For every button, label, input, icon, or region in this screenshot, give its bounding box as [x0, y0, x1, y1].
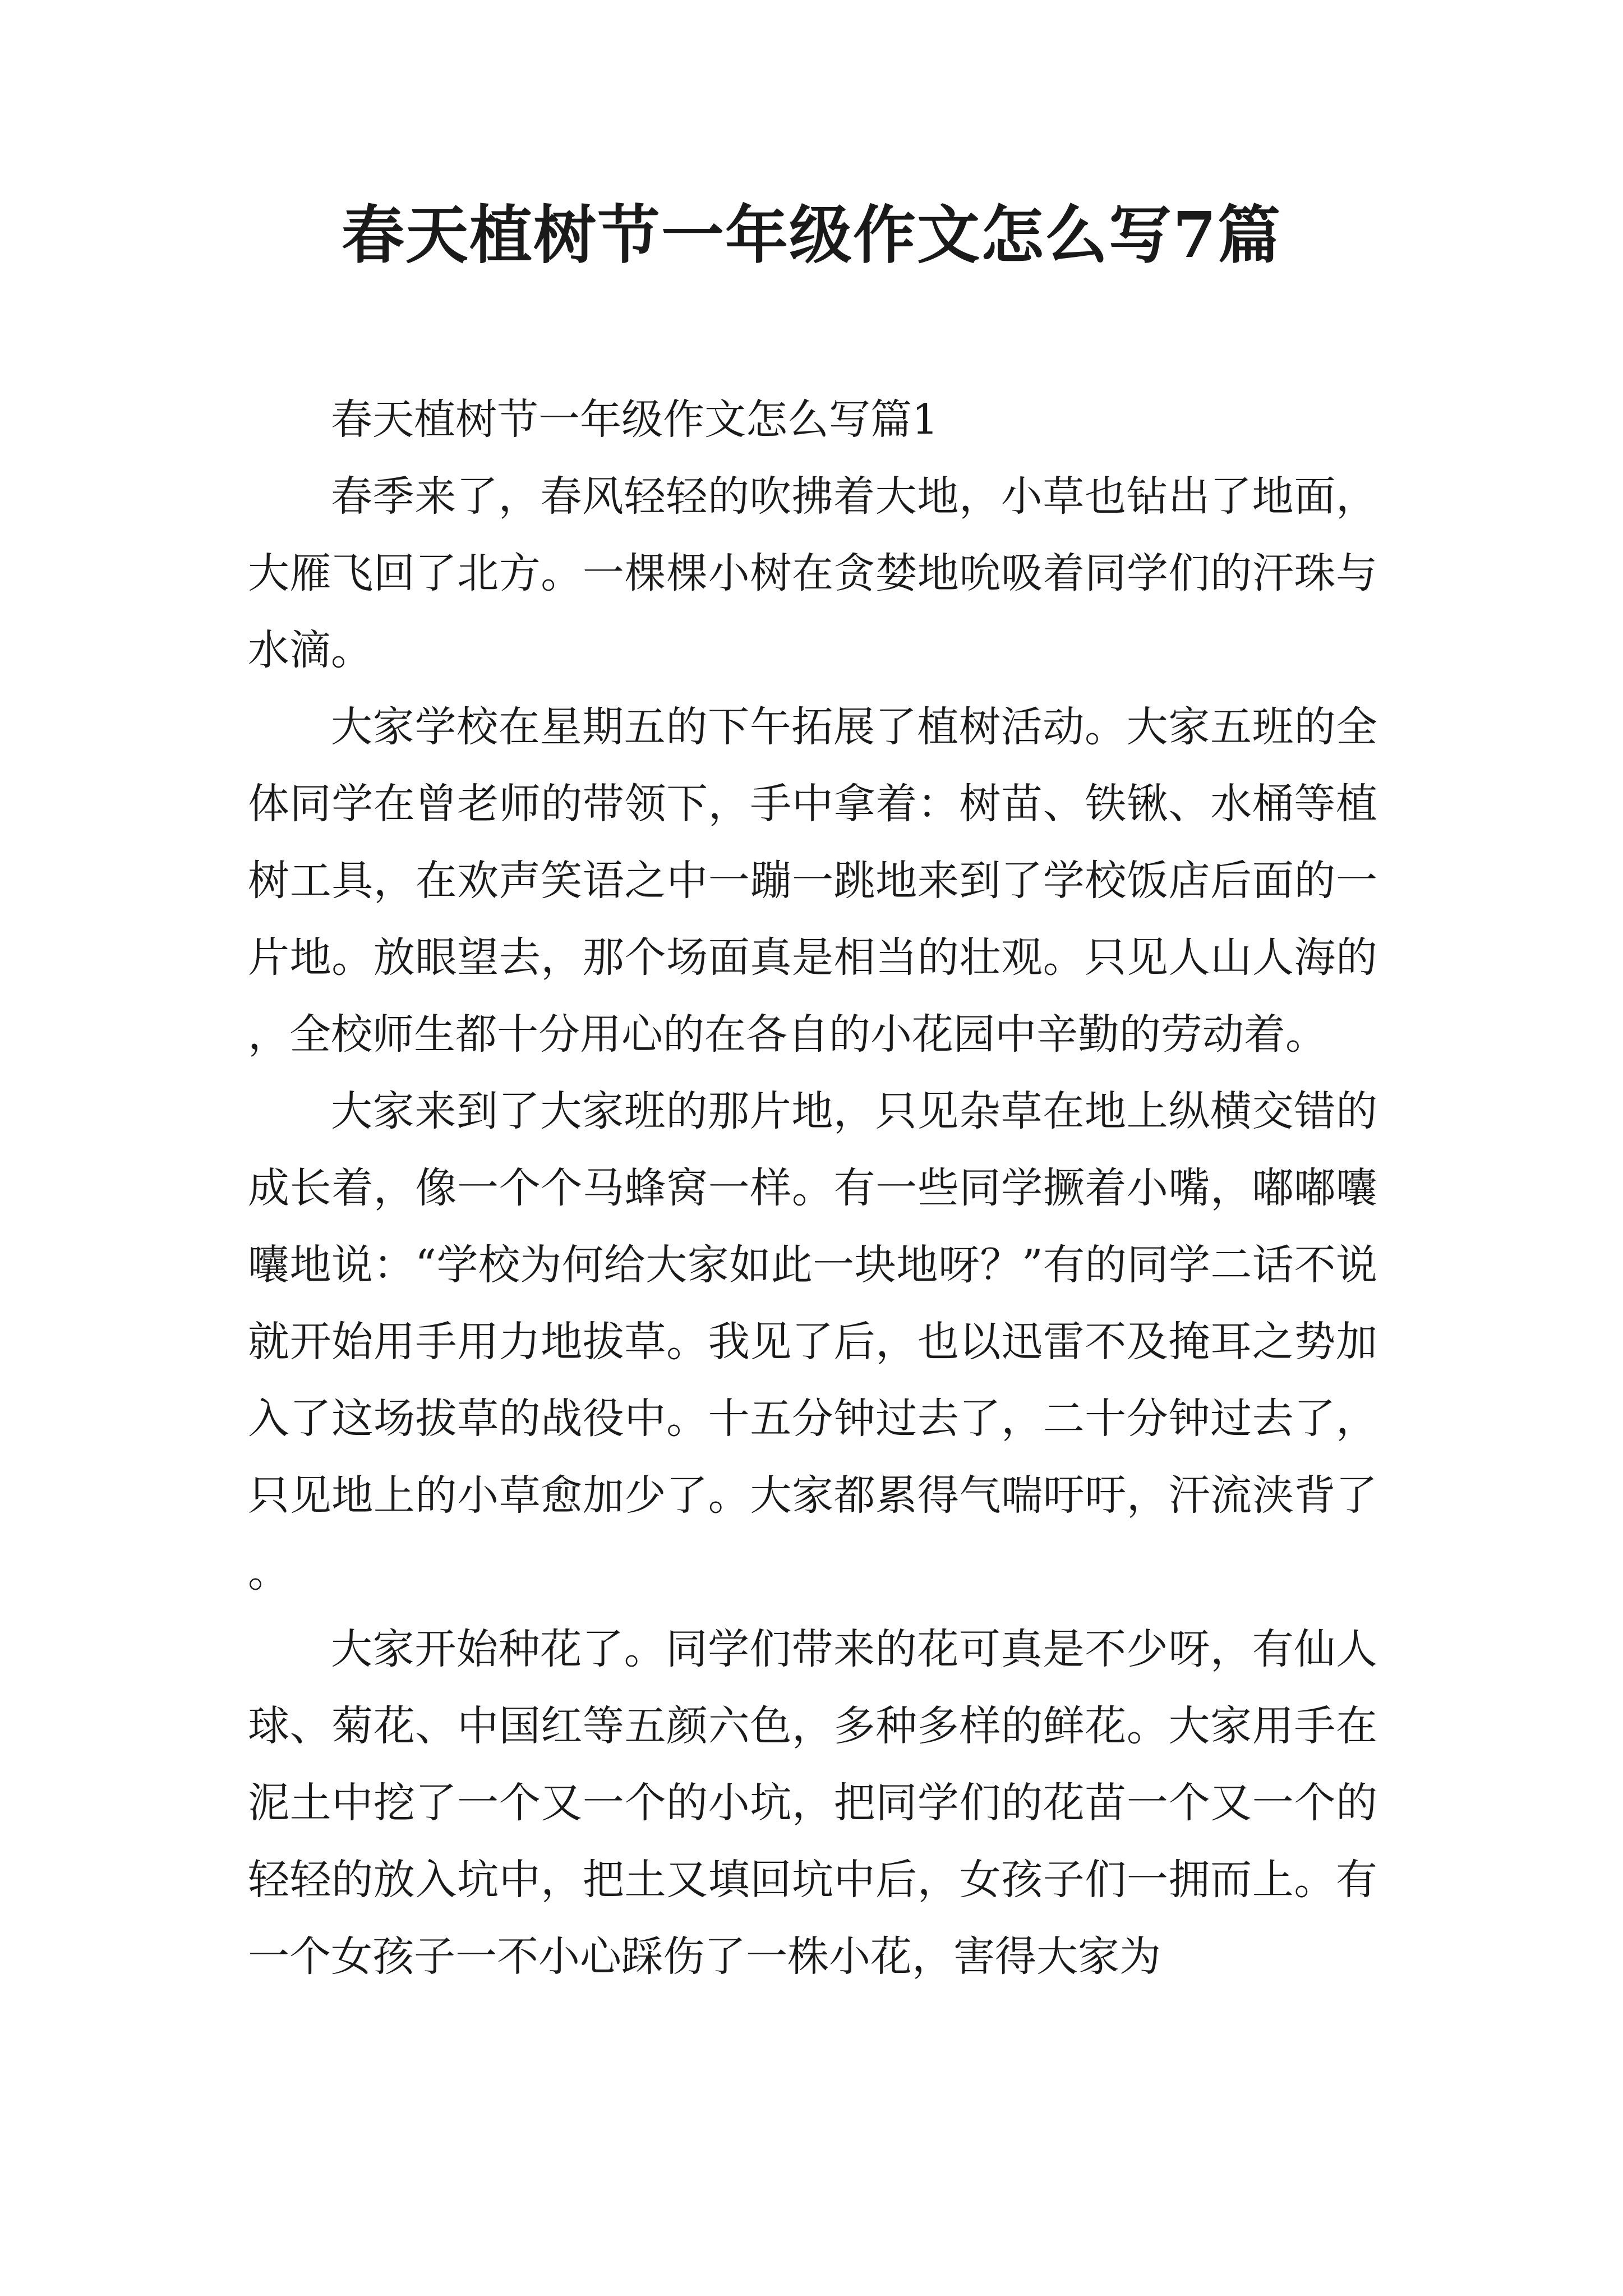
document-body	[248, 381, 1377, 1995]
paragraph: 大家开始种花了。同学们带来的花可真是不少呀，有仙人球、菊花、中国红等五颜六色，多种多样的鲜花。大家用手在泥土中挖了一个又一个的小坑，把同学们的花苗一个又一个的轻轻的放入坑中，把土又填回坑中后，女孩子们一拥而上。有一个女孩子一不小心踩伤了一株小花，害得大家为	[248, 1625, 1377, 1981]
document-title: 春天植树节一年级作文怎么写7篇	[342, 199, 1281, 272]
paragraph: 大家来到了大家班的那片地，只见杂草在地上纵横交错的成长着，像一个个马蜂窝一样。有一些同学撅着小嘴，嘟嘟囔囔地说：“学校为何给大家如此一块地呀？”有的同学二话不说就开始用手用力地拔草。我见了后，也以迅雷不及掩耳之势加入了这场拔草的战役中。十五分钟过去了，二十分钟过去了，只见地上的小草愈加少了。大家都累得气喘吁吁，汗流浃背了。	[248, 1087, 1377, 1596]
paragraph: 大家学校在星期五的下午拓展了植树活动。大家五班的全体同学在曾老师的带领下，手中拿着：树苗、铁锹、水桶等植树工具，在欢声笑语之中一蹦一跳地来到了学校饭店后面的一片地。放眼望去，那个场面真是相当的壮观。只见人山人海的，全校师生都十分用心的在各自的小花园中辛勤的劳动着。	[248, 703, 1377, 1059]
section-heading: 春天植树节一年级作文怎么写篇1	[331, 395, 939, 444]
paragraph: 春季来了，春风轻轻的吹拂着大地，小草也钻出了地面，大雁飞回了北方。一棵棵小树在贪婪地吮吸着同学们的汗珠与水滴。	[248, 472, 1377, 674]
